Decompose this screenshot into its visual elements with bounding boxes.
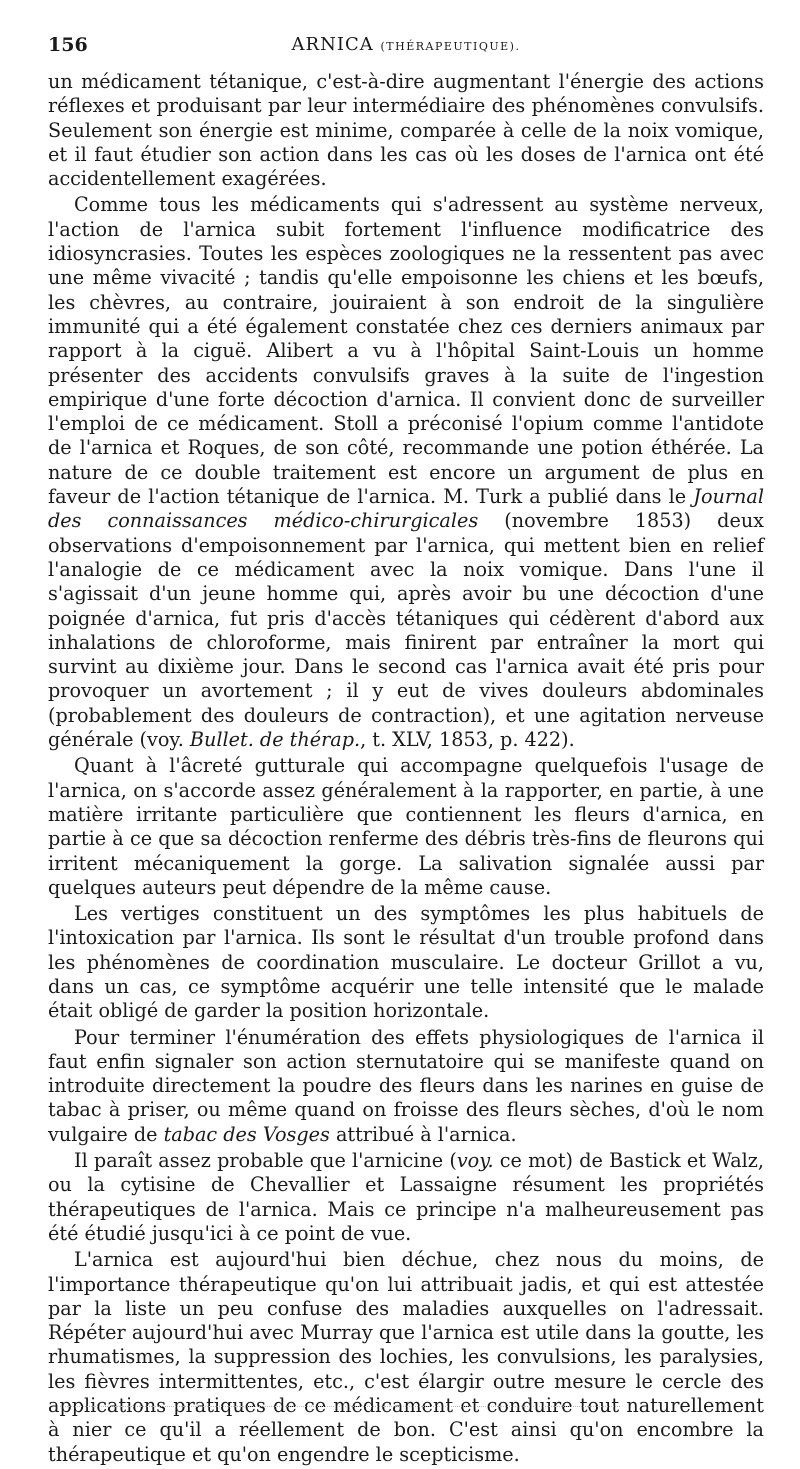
paragraph-6-text-b: ce mot) de Bastick et Walz, ou la cytisine de Chevallier et Lassaigne résument les propriétés thérapeutiques de l'arnica. Mais ce principe n'a malheureusement pas été étudié jusqu'ici à ce point de vue. <box>48 1149 764 1245</box>
paragraph-2-text-a: Comme tous les médicaments qui s'adressent au système nerveux, l'action de l'arnica subit fortement l'influence modificatrice des idiosyncrasies. Toutes les espèces zoologiques ne la ressentent pas avec une même vivacité ; tandis qu'elle empoisonne les chiens et les bœufs, les chèvres, au contraire, jouiraient à son endroit de la singulière immunité qui a été également constatée chez ces derniers animaux par rapport à la ciguë. Alibert a vu à l'hôpital Saint-Louis un homme présenter des accidents convulsifs graves à la suite de l'ingestion empirique d'une forte décoction d'arnica. Il convient donc de surveiller l'emploi de ce médicament. Stoll a préconisé l'opium comme l'antidote de l'arnica et Roques, de son côté, recommande une potion éthérée. La nature de ce double traitement est encore un argument de plus en faveur de l'action tétanique de l'arnica. M. Turk a publié dans le <box>48 193 764 509</box>
paragraph-2-text-c: , t. XLV, 1853, p. 422). <box>360 728 575 752</box>
running-title <box>48 34 764 55</box>
paragraph-7: L'arnica est aujourd'hui bien déchue, chez nous du moins, de l'importance thérapeutique qu'on lui attribuait jadis, et qui est attestée par la liste un peu confuse des maladies auxquelles on l'adressait. Répéter aujourd'hui avec Murray que l'arnica est utile dans la goutte, les rhumatismes, la suppression des lochies, les convulsions, les paralysies, les fièvres intermittentes, etc., c'est élargir outre mesure le cercle des applications pratiques de ce médicament et conduire tout naturellement à nier ce qu'il a réellement de bon. C'est ainsi qu'on encombre la thérapeutique et qu'on engendre le scepticisme. <box>48 1248 764 1466</box>
page-number: 156 <box>48 34 88 56</box>
paragraph-5-text-a: Pour terminer l'énumération des effets physiologiques de l'arnica il faut enfin signaler son action sternutatoire qui se manifeste quand on introduite directement la poudre des fleurs dans les narines en guise de tabac à priser, ou même quand on froisse des fleurs sèches, d'où le nom vulgaire de <box>48 1025 764 1146</box>
body-text <box>48 70 764 1467</box>
paragraph-3: Quant à l'âcreté gutturale qui accompagne quelquefois l'usage de l'arnica, on s'accorde assez généralement à la rapporter, en partie, à une matière irritante particulière que contiennent les fleurs d'arnica, en partie à ce que sa décoction renferme des débris très-fins de fleurons qui irritent mécaniquement la gorge. La salivation signalée aussi par quelques auteurs peut dépendre de la même cause. <box>48 754 764 899</box>
bulletin-reference: Bullet. de thérap. <box>189 728 361 752</box>
running-title-sub: (THÉRAPEUTIQUE). <box>380 40 521 53</box>
footer-rule <box>60 1406 620 1407</box>
paragraph-5-text-b: attribué à l'arnica. <box>329 1122 517 1146</box>
page-header <box>48 30 764 70</box>
paragraph-2-text-b: (novembre 1853) deux observations d'empoisonnement par l'arnica, qui mettent bien en relief l'analogie de ce médicament avec la noix vomique. Dans l'une il s'agissait d'un jeune homme qui, après avoir bu une décoction d'une poignée d'arnica, fut pris d'accès tétaniques qui cédèrent d'abord aux inhalations de chloroforme, mais finirent par entraîner la mort qui survint au dixième jour. Dans le second cas l'arnica avait été pris pour provoquer un avortement ; il y eut de vives douleurs abdominales (probablement des douleurs de contraction), et une agitation nerveuse générale (voy. <box>48 509 764 752</box>
paragraph-6-text-a: Il paraît assez probable que l'arnicine ( <box>74 1149 457 1173</box>
voy-reference: voy. <box>456 1149 494 1173</box>
paragraph-1: un médicament tétanique, c'est-à-dire augmentant l'énergie des actions réflexes et produisant par leur intermédiaire des phénomènes convulsifs. Seulement son énergie est minime, comparée à celle de la noix vomique, et il faut étudier son action dans les cas où les doses de l'arnica ont été accidentellement exagérées. <box>48 70 764 191</box>
paragraph-4: Les vertiges constituent un des symptômes les plus habituels de l'intoxication par l'arnica. Ils sont le résultat d'un trouble profond dans les phénomènes de coordination musculaire. Le docteur Grillot a vu, dans un cas, ce symptôme acquérir une telle intensité que le malade était obligé de garder la position horizontale. <box>48 902 764 1023</box>
paragraph-5 <box>48 1026 764 1147</box>
journal-title: Journal des connaissances médico-chirurgicales <box>48 485 764 533</box>
paragraph-6 <box>48 1149 764 1246</box>
running-title-main: ARNICA <box>291 34 374 55</box>
document-page <box>48 30 764 1469</box>
tabac-des-vosges: tabac des Vosges <box>163 1122 330 1146</box>
paragraph-2 <box>48 193 764 752</box>
